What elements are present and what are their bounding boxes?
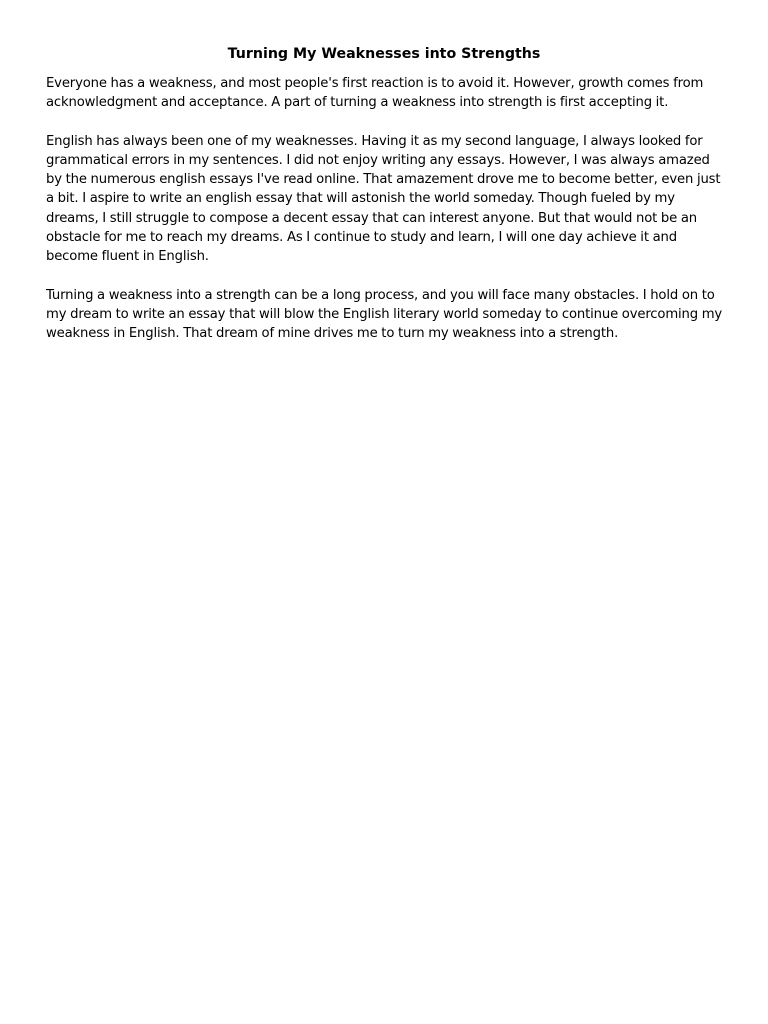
paragraph-intro: Everyone has a weakness, and most people's first reaction is to avoid it. However, growth comes from acknowledgment and acceptance. A part of turning a weakness into strength is first accepting it. <box>46 76 704 111</box>
paragraph-conclusion: Turning a weakness into a strength can be a long process, and you will face many obstacles. I hold on to my dream to write an essay that will blow the English literary world someday to continue overcoming my weakness in English. That dream of mine drives me to turn my weakness into a strength. <box>46 287 723 342</box>
document-body <box>46 74 728 363</box>
paragraph-english-weakness: English has always been one of my weaknesses. Having it as my second language, I always looked for grammatical errors in my sentences. I did not enjoy writing any essays. However, I was always amazed by the numerous english essays I've read online. That amazement drove me to become better, even just a bit. I aspire to write an english essay that will astonish the world someday. Though fueled by my dreams, I still struggle to compose a decent essay that can interest anyone. But that would not be an obstacle for me to reach my dreams. As I continue to study and learn, I will one day achieve it and become fluent in English. <box>46 133 721 265</box>
document-title: Turning My Weaknesses into Strengths <box>227 46 541 62</box>
